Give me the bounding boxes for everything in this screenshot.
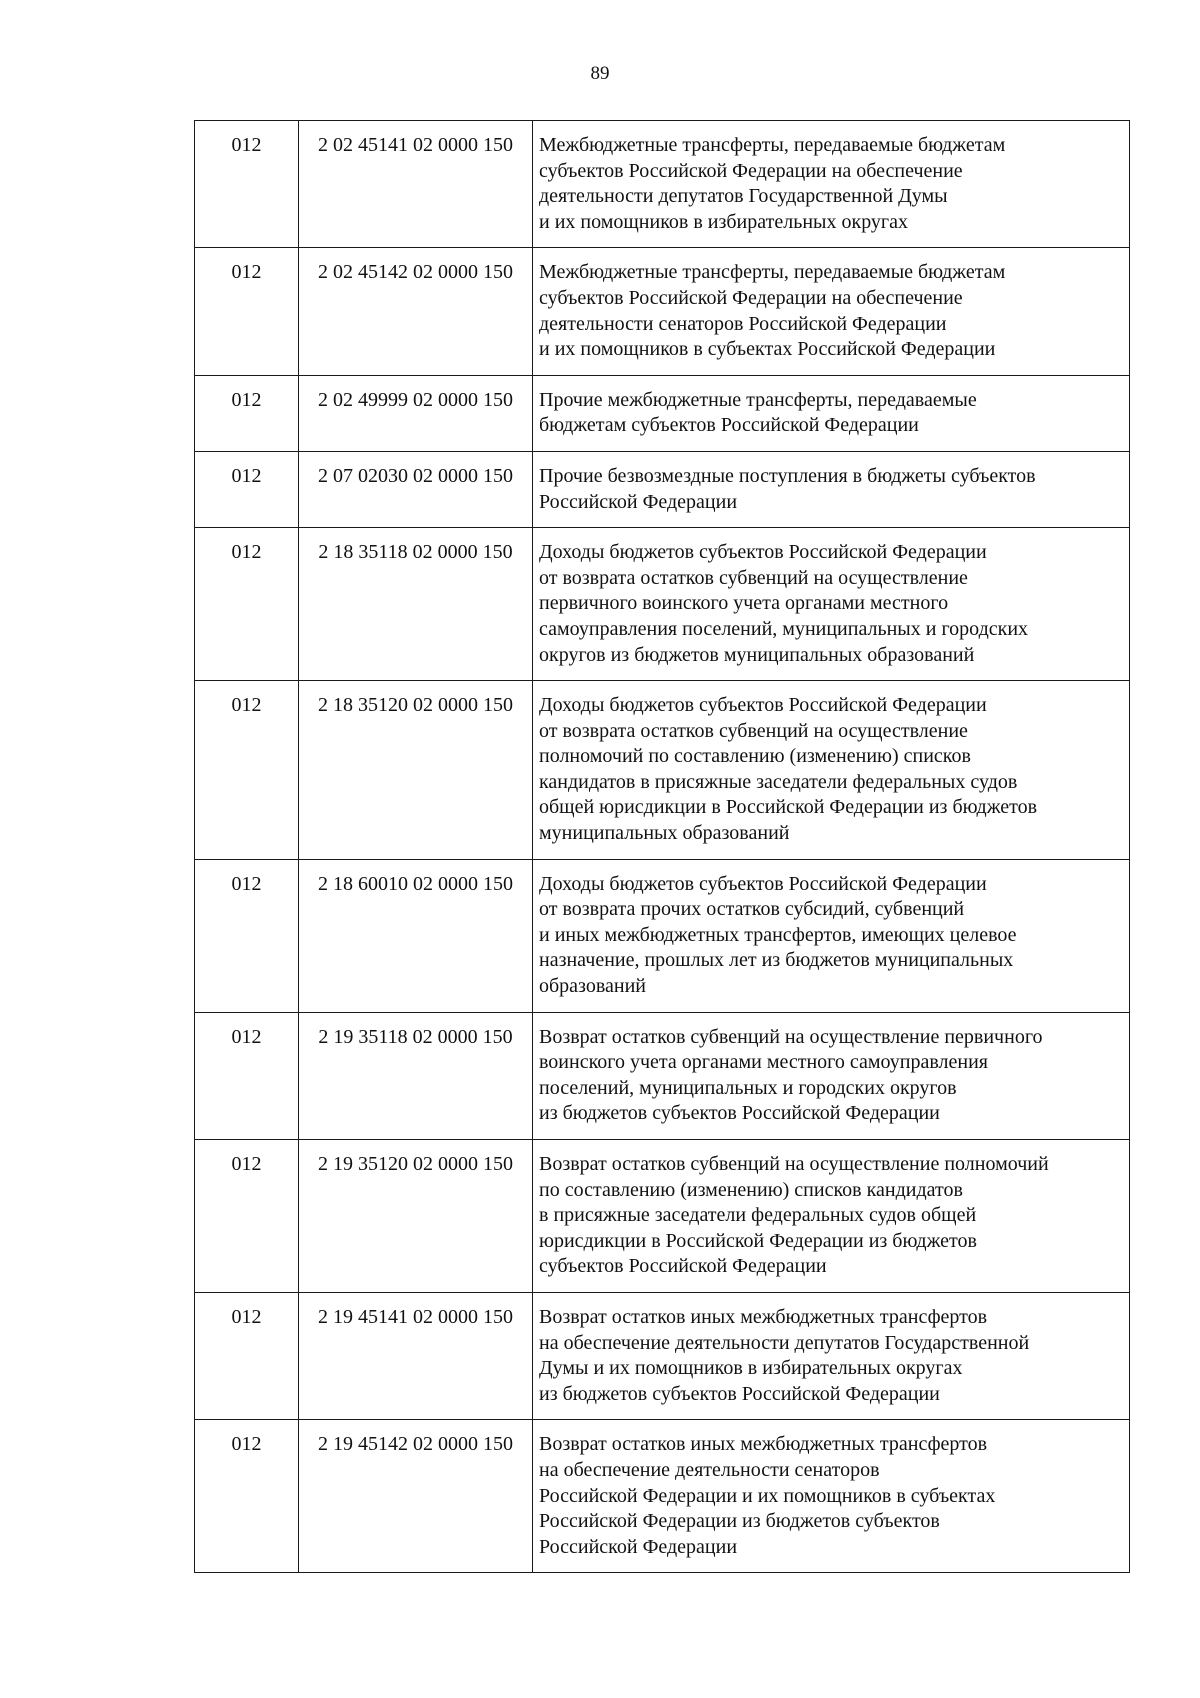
description-line: Возврат остатков субвенций на осуществление первичного [539, 1025, 1043, 1048]
admin-code-cell: 012 [195, 1140, 299, 1293]
description-line: субъектов Российской Федерации на обеспечение [539, 159, 963, 182]
description-cell [533, 1140, 1130, 1293]
description-line: из бюджетов субъектов Российской Федерации [539, 1102, 940, 1125]
table-row [195, 248, 1130, 375]
description-line: из бюджетов субъектов Российской Федерации [539, 1382, 940, 1405]
description-line: назначение, прошлых лет из бюджетов муниципальных [539, 949, 1014, 972]
description-cell [533, 1012, 1130, 1139]
description-cell [533, 121, 1130, 248]
income-code-cell: 2 19 35118 02 0000 150 [299, 1012, 533, 1139]
income-code-cell: 2 18 60010 02 0000 150 [299, 859, 533, 1012]
admin-code-cell: 012 [195, 248, 299, 375]
description-cell [533, 859, 1130, 1012]
description-line: Доходы бюджетов субъектов Российской Федерации [539, 872, 987, 895]
description-line: Российской Федерации [539, 1535, 738, 1558]
table-row [195, 121, 1130, 248]
table-row [195, 451, 1130, 527]
income-code-cell: 2 19 45141 02 0000 150 [299, 1292, 533, 1419]
description-line: от возврата остатков субвенций на осуществление [539, 719, 968, 742]
description-line: Прочие безвозмездные поступления в бюджеты субъектов [539, 464, 1036, 487]
description-line: Возврат остатков субвенций на осуществление полномочий [539, 1153, 1049, 1175]
description-cell [533, 1420, 1130, 1573]
description-line: и их помощников в избирательных округах [539, 210, 909, 233]
table-row [195, 681, 1130, 860]
description-line: деятельности сенаторов Российской Федерации [539, 312, 947, 335]
income-code-cell: 2 18 35118 02 0000 150 [299, 528, 533, 681]
description-cell [533, 248, 1130, 375]
admin-code-cell: 012 [195, 451, 299, 527]
income-code-cell: 2 07 02030 02 0000 150 [299, 451, 533, 527]
admin-code-cell: 012 [195, 1420, 299, 1573]
description-line: кандидатов в присяжные заседатели федеральных судов [539, 770, 1018, 793]
description-line: бюджетам субъектов Российской Федерации [539, 414, 919, 437]
description-line: субъектов Российской Федерации [539, 1255, 827, 1278]
admin-code-cell: 012 [195, 121, 299, 248]
description-cell [533, 451, 1130, 527]
income-code-cell: 2 19 35120 02 0000 150 [299, 1140, 533, 1293]
description-line: в присяжные заседатели федеральных судов общей [539, 1204, 977, 1227]
description-line: юрисдикции в Российской Федерации из бюджетов [539, 1229, 977, 1252]
description-line: Доходы бюджетов субъектов Российской Федерации [539, 694, 987, 717]
description-cell [533, 375, 1130, 451]
admin-code-cell: 012 [195, 859, 299, 1012]
table-row [195, 1012, 1130, 1139]
description-line: Российской Федерации из бюджетов субъектов [539, 1510, 940, 1533]
description-line: на обеспечение деятельности сенаторов [539, 1458, 880, 1481]
description-line: по составлению (изменению) списков кандидатов [539, 1178, 963, 1201]
admin-code-cell: 012 [195, 375, 299, 451]
description-line: муниципальных образований [539, 822, 790, 845]
description-line: самоуправления поселений, муниципальных и городских [539, 617, 1029, 640]
admin-code-cell: 012 [195, 528, 299, 681]
description-line: Российской Федерации [539, 490, 738, 513]
admin-code-cell: 012 [195, 1012, 299, 1139]
description-line: первичного воинского учета органами местного [539, 592, 949, 615]
description-line: Межбюджетные трансферты, передаваемые бюджетам [539, 261, 1006, 284]
income-code-cell: 2 02 45141 02 0000 150 [299, 121, 533, 248]
income-code-cell: 2 18 35120 02 0000 150 [299, 681, 533, 860]
description-line: образований [539, 975, 647, 998]
admin-code-cell: 012 [195, 681, 299, 860]
table-row [195, 859, 1130, 1012]
page-number: 89 [590, 63, 610, 84]
table-row [195, 528, 1130, 681]
admin-code-cell: 012 [195, 1292, 299, 1419]
description-line: полномочий по составлению (изменению) списков [539, 745, 971, 768]
budget-codes-table [194, 120, 1130, 1573]
income-code-cell: 2 19 45142 02 0000 150 [299, 1420, 533, 1573]
income-code-cell: 2 02 45142 02 0000 150 [299, 248, 533, 375]
description-line: общей юрисдикции в Российской Федерации из бюджетов [539, 796, 1038, 819]
description-line: Российской Федерации и их помощников в субъектах [539, 1484, 996, 1507]
description-line: Доходы бюджетов субъектов Российской Федерации [539, 541, 987, 564]
description-line: Межбюджетные трансферты, передаваемые бюджетам [539, 134, 1006, 156]
table-row [195, 1292, 1130, 1419]
description-line: деятельности депутатов Государственной Думы [539, 185, 948, 208]
description-line: на обеспечение деятельности депутатов Государственной [539, 1331, 1030, 1354]
table-row [195, 1140, 1130, 1293]
description-line: Думы и их помощников в избирательных округах [539, 1357, 963, 1380]
description-line: поселений, муниципальных и городских округов [539, 1076, 957, 1099]
description-line: от возврата остатков субвенций на осуществление [539, 566, 968, 589]
description-cell [533, 681, 1130, 860]
description-line: округов из бюджетов муниципальных образований [539, 643, 975, 666]
income-code-cell: 2 02 49999 02 0000 150 [299, 375, 533, 451]
description-cell [533, 1292, 1130, 1419]
description-line: воинского учета органами местного самоуправления [539, 1051, 988, 1074]
description-line: субъектов Российской Федерации на обеспечение [539, 286, 963, 309]
description-line: Возврат остатков иных межбюджетных трансфертов [539, 1305, 988, 1328]
table-row [195, 1420, 1130, 1573]
description-line: и иных межбюджетных трансфертов, имеющих целевое [539, 923, 1017, 946]
description-line: Возврат остатков иных межбюджетных трансфертов [539, 1433, 988, 1456]
table-body [195, 121, 1130, 1573]
description-line: Прочие межбюджетные трансферты, передаваемые [539, 388, 977, 411]
table-row [195, 375, 1130, 451]
description-line: и их помощников в субъектах Российской Федерации [539, 338, 996, 361]
description-cell [533, 528, 1130, 681]
description-line: от возврата прочих остатков субсидий, субвенций [539, 898, 965, 921]
